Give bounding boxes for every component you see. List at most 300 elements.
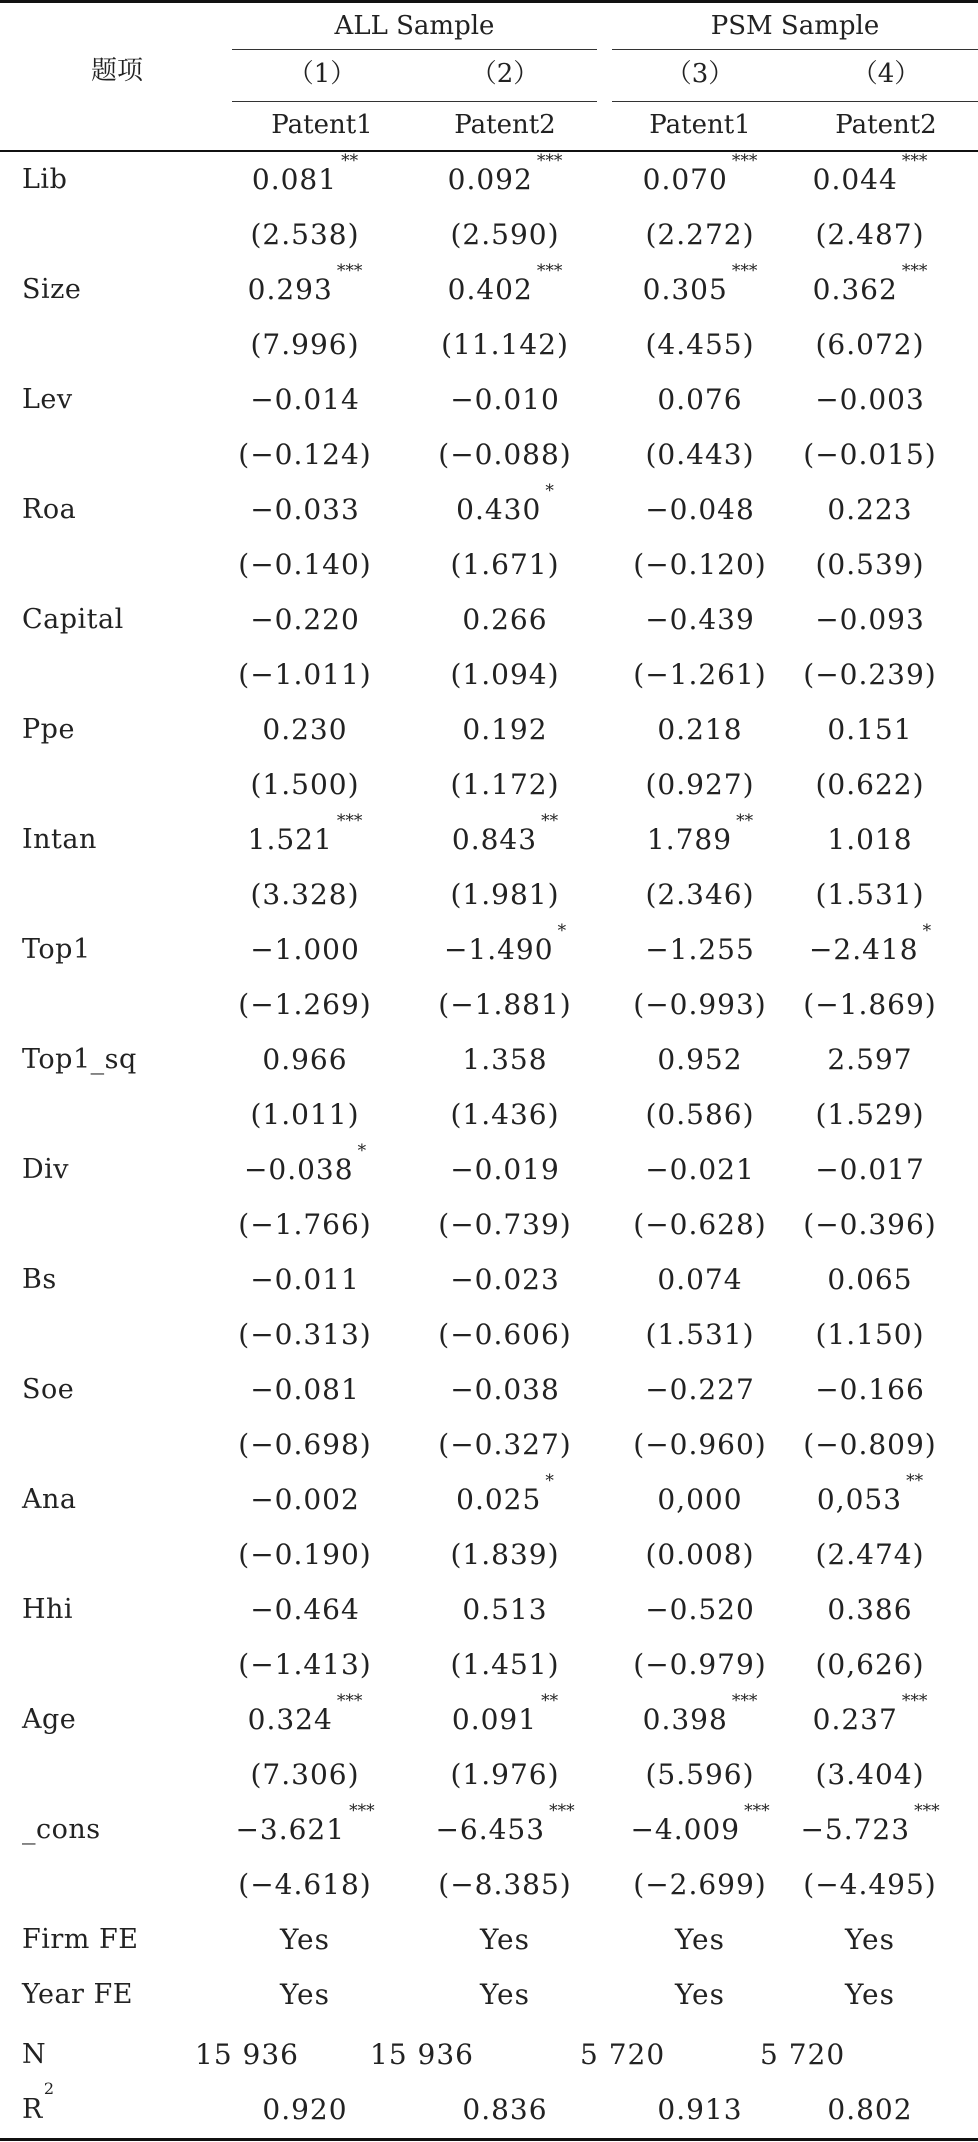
- n-value-1: 15 936: [195, 2038, 299, 2071]
- table-cell: [770, 812, 970, 867]
- cell-value: −0.003: [815, 383, 925, 416]
- cell-value: −0.038: [450, 1373, 560, 1406]
- significance-stars: ***: [731, 1691, 758, 1711]
- row-label: Lib: [22, 164, 68, 195]
- cell-value: (2.487): [815, 218, 925, 251]
- cell-value: (−0.606): [438, 1318, 572, 1351]
- table-cell: [770, 1087, 970, 1142]
- row-label: Roa: [22, 494, 77, 525]
- n-value-3: 5 720: [580, 2038, 666, 2071]
- table-row-tstat: [0, 1417, 978, 1472]
- table-cell: [205, 1582, 405, 1637]
- cell-value: 0.192: [462, 713, 548, 746]
- table-cell: [770, 1032, 970, 1087]
- cell-value: (0.443): [645, 438, 755, 471]
- row-label: Bs: [22, 1264, 57, 1295]
- table-row-tstat: [0, 1307, 978, 1362]
- row-label: Top1: [22, 934, 91, 965]
- cell-value: −0.520: [645, 1593, 755, 1626]
- significance-stars: ***: [914, 1801, 940, 1821]
- cell-value: (1.500): [250, 768, 360, 801]
- cell-value: (1.981): [450, 878, 560, 911]
- significance-stars: *: [545, 1471, 554, 1491]
- cell-value: −0.017: [815, 1153, 925, 1186]
- table-row: [0, 262, 978, 317]
- significance-stars: ***: [336, 1691, 363, 1711]
- row-label: Hhi: [22, 1594, 74, 1625]
- table-cell: [205, 1912, 405, 1967]
- table-cell: [770, 702, 970, 757]
- cell-value: (−0.120): [633, 548, 767, 581]
- table-cell: [770, 1417, 970, 1472]
- cell-value: (−0.809): [803, 1428, 937, 1461]
- table-cell: [205, 1857, 405, 1912]
- table-row-tstat: [0, 1087, 978, 1142]
- r2-value-1: 0.920: [262, 2093, 348, 2126]
- table-row: [0, 812, 978, 867]
- cell-value: (−0.979): [633, 1648, 767, 1681]
- cell-value: −0.227: [645, 1373, 755, 1406]
- significance-stars: **: [906, 1471, 924, 1491]
- group-header-psm: PSM Sample: [710, 11, 880, 41]
- cell-value: Yes: [845, 1923, 895, 1956]
- cell-value: 0.070: [642, 163, 728, 196]
- table-cell: [205, 152, 405, 207]
- row-label: Ana: [22, 1484, 77, 1515]
- table-row: [0, 1967, 978, 2022]
- item-label-header: 题项: [90, 56, 143, 86]
- cell-value: (−0.327): [438, 1428, 572, 1461]
- significance-stars: ***: [536, 151, 563, 171]
- cell-value: (7.996): [250, 328, 360, 361]
- cell-value: (−1.881): [438, 988, 572, 1021]
- n-value-4: 5 720: [760, 2038, 846, 2071]
- table-row: [0, 1802, 978, 1857]
- table-cell: [205, 1307, 405, 1362]
- table-row-tstat: [0, 647, 978, 702]
- cell-value: −1.000: [250, 933, 360, 966]
- cell-value: 0.305: [642, 273, 728, 306]
- cell-value: −6.453: [435, 1813, 546, 1846]
- cell-value: (−0.739): [438, 1208, 572, 1241]
- cell-value: (−0.140): [238, 548, 372, 581]
- cell-value: (2.272): [645, 218, 755, 251]
- table-cell: [770, 1252, 970, 1307]
- cell-value: (1.531): [645, 1318, 755, 1351]
- table-cell: [770, 262, 970, 317]
- table-cell: [205, 1362, 405, 1417]
- cell-value: 0.398: [642, 1703, 728, 1736]
- cell-value: (0.927): [645, 768, 755, 801]
- cell-value: (−0.993): [633, 988, 767, 1021]
- cell-value: (−8.385): [438, 1868, 572, 1901]
- cell-value: Yes: [675, 1923, 725, 1956]
- cell-value: (3.404): [815, 1758, 925, 1791]
- cell-value: (5.596): [645, 1758, 755, 1791]
- cell-value: (−4.495): [803, 1868, 937, 1901]
- table-cell: [770, 152, 970, 207]
- cell-value: (11.142): [441, 328, 569, 361]
- table-row-n: [0, 2027, 978, 2082]
- table-cell: [205, 537, 405, 592]
- cell-value: 0.513: [462, 1593, 548, 1626]
- significance-stars: ***: [549, 1801, 575, 1821]
- table-row-tstat: [0, 867, 978, 922]
- cell-value: −0.021: [645, 1153, 755, 1186]
- significance-stars: *: [557, 921, 567, 941]
- cell-value: 1.789: [646, 823, 733, 856]
- cell-value: −0.464: [250, 1593, 360, 1626]
- cell-value: (−1.269): [238, 988, 372, 1021]
- significance-stars: ***: [731, 261, 758, 281]
- table-cell: [770, 1912, 970, 1967]
- cell-value: (−4.618): [238, 1868, 372, 1901]
- col-name-2: Patent2: [454, 110, 556, 140]
- r2-value-3: 0.913: [657, 2093, 743, 2126]
- cell-value: (1.172): [450, 768, 560, 801]
- table-cell: [205, 1802, 405, 1857]
- cell-value: (−0.396): [803, 1208, 937, 1241]
- cell-value: (2.590): [450, 218, 560, 251]
- cell-value: (7.306): [250, 1758, 360, 1791]
- cell-value: 0.966: [262, 1043, 348, 1076]
- table-cell: [205, 1527, 405, 1582]
- cell-value: −0.166: [815, 1373, 925, 1406]
- table-row-tstat: [0, 757, 978, 812]
- cell-value: 0.362: [812, 273, 898, 306]
- significance-stars: **: [541, 811, 559, 831]
- cell-value: Yes: [675, 1978, 725, 2011]
- cell-value: 0.230: [262, 713, 348, 746]
- r2-value-2: 0.836: [462, 2093, 548, 2126]
- table-cell: [205, 702, 405, 757]
- table-row: [0, 1142, 978, 1197]
- significance-stars: ***: [731, 151, 758, 171]
- cell-value: −0.038: [243, 1153, 354, 1186]
- significance-stars: *: [545, 481, 554, 501]
- table-cell: [770, 427, 970, 482]
- table-cell: [205, 1417, 405, 1472]
- r2-value-4: 0.802: [827, 2093, 913, 2126]
- cell-value: 0.402: [447, 273, 533, 306]
- row-label-r2: [22, 2079, 55, 2137]
- table-cell: [770, 977, 970, 1032]
- table-cell: [770, 1472, 970, 1527]
- cell-value: Yes: [480, 1978, 530, 2011]
- table-cell: [205, 372, 405, 427]
- cell-value: (−1.869): [803, 988, 937, 1021]
- cell-value: 1.018: [827, 823, 913, 856]
- table-cell: [770, 537, 970, 592]
- table-row: [0, 592, 978, 647]
- cell-value: Yes: [480, 1923, 530, 1956]
- row-label: Firm FE: [22, 1924, 139, 1955]
- cell-value: (2.346): [645, 878, 755, 911]
- cell-value: 0.386: [827, 1593, 913, 1626]
- significance-stars: ***: [901, 261, 928, 281]
- cell-value: (0,626): [815, 1648, 925, 1681]
- cell-value: 0.076: [657, 383, 743, 416]
- cell-value: 2.597: [827, 1043, 913, 1076]
- significance-stars: ***: [336, 261, 363, 281]
- table-cell: [770, 1857, 970, 1912]
- cell-value: −0.019: [450, 1153, 560, 1186]
- table-cell: [770, 647, 970, 702]
- cell-value: (0.622): [815, 768, 925, 801]
- col-name-3: Patent1: [649, 110, 751, 140]
- significance-stars: ***: [536, 261, 563, 281]
- cell-value: −0.048: [645, 493, 755, 526]
- cell-value: −5.723: [800, 1813, 911, 1846]
- row-label: Year FE: [22, 1979, 133, 2010]
- cell-value: (0.539): [815, 548, 925, 581]
- table-row: [0, 702, 978, 757]
- row-label: Lev: [22, 384, 73, 415]
- table-cell: [205, 647, 405, 702]
- cell-value: 0.092: [447, 163, 533, 196]
- cell-value: (3.328): [250, 878, 360, 911]
- table-cell: [770, 1527, 970, 1582]
- table-row: [0, 1252, 978, 1307]
- table-row: [0, 1362, 978, 1417]
- table-row-tstat: [0, 537, 978, 592]
- table-row: [0, 1472, 978, 1527]
- bottom-rule: [0, 2138, 978, 2141]
- group-rule-all: [232, 49, 597, 50]
- cell-value: 0.065: [827, 1263, 913, 1296]
- table-cell: [205, 1087, 405, 1142]
- table-row-tstat: [0, 207, 978, 262]
- table-cell: [205, 207, 405, 262]
- table-row-tstat: [0, 427, 978, 482]
- cell-value: (−0.960): [633, 1428, 767, 1461]
- table-row-tstat: [0, 1857, 978, 1912]
- cell-value: (2.474): [815, 1538, 925, 1571]
- row-label: Age: [22, 1704, 77, 1735]
- cell-value: (−1.261): [633, 658, 767, 691]
- cell-value: 0.293: [247, 273, 333, 306]
- num-rule-all: [232, 101, 597, 102]
- row-label: Div: [22, 1154, 70, 1185]
- table-cell: [205, 922, 405, 977]
- cell-value: −0.220: [250, 603, 360, 636]
- cell-value: −0.439: [645, 603, 755, 636]
- table-cell: [770, 1307, 970, 1362]
- cell-value: 0.324: [247, 1703, 333, 1736]
- table-cell: [770, 922, 970, 977]
- cell-value: (1.094): [450, 658, 560, 691]
- cell-value: 0.430: [456, 493, 542, 526]
- table-cell: [205, 1692, 405, 1747]
- significance-stars: ***: [349, 1801, 375, 1821]
- col-number-4: （4）: [851, 59, 921, 89]
- table-cell: [770, 1362, 970, 1417]
- row-label: Capital: [22, 604, 124, 635]
- table-cell: [205, 867, 405, 922]
- cell-value: (−0.190): [238, 1538, 372, 1571]
- table-cell: [205, 977, 405, 1032]
- cell-value: Yes: [845, 1978, 895, 2011]
- row-label: Size: [22, 274, 82, 305]
- cell-value: (1.150): [815, 1318, 925, 1351]
- cell-value: Yes: [280, 1923, 330, 1956]
- table-cell: [205, 757, 405, 812]
- cell-value: 0.081: [251, 163, 338, 196]
- significance-stars: *: [922, 921, 932, 941]
- table-cell: [770, 1692, 970, 1747]
- row-label: Soe: [22, 1374, 75, 1405]
- top-rule: [0, 0, 978, 3]
- cell-value: (−2.699): [633, 1868, 767, 1901]
- table-cell: [205, 1747, 405, 1802]
- table-cell: [770, 372, 970, 427]
- cell-value: (1.011): [250, 1098, 360, 1131]
- table-row-r2: [0, 2079, 978, 2137]
- cell-value: 0.266: [462, 603, 548, 636]
- cell-value: 0.223: [827, 493, 913, 526]
- col-number-2: （2）: [470, 59, 540, 89]
- significance-stars: ***: [901, 151, 928, 171]
- table-cell: [770, 207, 970, 262]
- cell-value: 0,053: [816, 1483, 903, 1516]
- group-header-all: ALL Sample: [334, 11, 495, 41]
- cell-value: 0.025: [456, 1483, 542, 1516]
- cell-value: 0.151: [827, 713, 913, 746]
- cell-value: 0.218: [657, 713, 743, 746]
- cell-value: −0.002: [250, 1483, 360, 1516]
- col-name-4: Patent2: [835, 110, 937, 140]
- table-cell: [770, 592, 970, 647]
- cell-value: 0.952: [657, 1043, 743, 1076]
- cell-value: −3.621: [235, 1813, 346, 1846]
- table-cell: [770, 1747, 970, 1802]
- cell-value: (4.455): [645, 328, 755, 361]
- cell-value: −0.081: [250, 1373, 360, 1406]
- cell-value: (−0.088): [438, 438, 572, 471]
- cell-value: (−0.698): [238, 1428, 372, 1461]
- cell-value: (1.976): [450, 1758, 560, 1791]
- table-row: [0, 1582, 978, 1637]
- table-cell: [205, 1252, 405, 1307]
- table-cell: [205, 317, 405, 372]
- table-row-tstat: [0, 977, 978, 1032]
- cell-value: (−0.313): [238, 1318, 372, 1351]
- table-row-tstat: [0, 1197, 978, 1252]
- table-row: [0, 372, 978, 427]
- cell-value: (−0.124): [238, 438, 372, 471]
- group-rule-psm: [612, 49, 978, 50]
- cell-value: 0.843: [451, 823, 538, 856]
- significance-stars: *: [357, 1141, 367, 1161]
- table-cell: [205, 812, 405, 867]
- cell-value: −1.255: [645, 933, 755, 966]
- significance-stars: ***: [901, 1691, 928, 1711]
- table-row: [0, 1692, 978, 1747]
- col-name-1: Patent1: [271, 110, 373, 140]
- n-value-2: 15 936: [370, 2038, 474, 2071]
- cell-value: (0.008): [645, 1538, 755, 1571]
- significance-stars: **: [541, 1691, 559, 1711]
- table-row-tstat: [0, 1637, 978, 1692]
- col-number-3: （3）: [665, 59, 735, 89]
- cell-value: 0.091: [451, 1703, 538, 1736]
- table-cell: [205, 1032, 405, 1087]
- cell-value: 1.521: [247, 823, 333, 856]
- cell-value: 0.237: [812, 1703, 898, 1736]
- table-cell: [770, 1142, 970, 1197]
- table-cell: [205, 1142, 405, 1197]
- table-row: [0, 1032, 978, 1087]
- cell-value: (1.531): [815, 878, 925, 911]
- cell-value: (1.436): [450, 1098, 560, 1131]
- r2-superscript: 2: [43, 2079, 55, 2098]
- cell-value: −0.010: [450, 383, 560, 416]
- cell-value: 0,000: [657, 1483, 743, 1516]
- cell-value: −1.490: [443, 933, 554, 966]
- table-cell: [205, 1472, 405, 1527]
- cell-value: (−1.413): [238, 1648, 372, 1681]
- table-row: [0, 922, 978, 977]
- table-cell: [770, 1582, 970, 1637]
- table-cell: [770, 1967, 970, 2022]
- table-row: [0, 152, 978, 207]
- cell-value: 0.044: [812, 163, 898, 196]
- table-cell: [205, 482, 405, 537]
- cell-value: (−0.239): [803, 658, 937, 691]
- cell-value: −0.023: [450, 1263, 560, 1296]
- table-cell: [205, 427, 405, 482]
- significance-stars: ***: [336, 811, 363, 831]
- cell-value: 0.074: [657, 1263, 743, 1296]
- row-label: Intan: [22, 824, 97, 855]
- cell-value: −4.009: [630, 1813, 741, 1846]
- table-cell: [770, 317, 970, 372]
- table-cell: [770, 1637, 970, 1692]
- table-cell: [205, 262, 405, 317]
- table-row: [0, 482, 978, 537]
- cell-value: −0.093: [815, 603, 925, 636]
- cell-value: (0.586): [645, 1098, 755, 1131]
- row-label-n: N: [22, 2039, 47, 2070]
- cell-value: −2.418: [808, 933, 919, 966]
- table-cell: [205, 1637, 405, 1692]
- num-rule-psm: [612, 101, 978, 102]
- significance-stars: **: [341, 151, 359, 171]
- cell-value: (1.839): [450, 1538, 560, 1571]
- cell-value: 1.358: [462, 1043, 548, 1076]
- significance-stars: ***: [744, 1801, 770, 1821]
- cell-value: (1.671): [450, 548, 560, 581]
- cell-value: (−1.011): [238, 658, 372, 691]
- cell-value: −0.033: [250, 493, 360, 526]
- table-cell: [770, 1802, 970, 1857]
- cell-value: (6.072): [815, 328, 925, 361]
- table-cell: [205, 1967, 405, 2022]
- cell-value: (−0.015): [803, 438, 937, 471]
- table-row-tstat: [0, 1527, 978, 1582]
- cell-value: (2.538): [250, 218, 360, 251]
- table-cell: [770, 757, 970, 812]
- table-row-tstat: [0, 317, 978, 372]
- cell-value: (−1.766): [238, 1208, 372, 1241]
- cell-value: (−0.628): [633, 1208, 767, 1241]
- table-row-tstat: [0, 1747, 978, 1802]
- table-cell: [205, 592, 405, 647]
- r2-letter: R: [22, 2094, 43, 2125]
- col-number-1: （1）: [287, 59, 357, 89]
- row-label: Ppe: [22, 714, 75, 745]
- cell-value: (1.529): [815, 1098, 925, 1131]
